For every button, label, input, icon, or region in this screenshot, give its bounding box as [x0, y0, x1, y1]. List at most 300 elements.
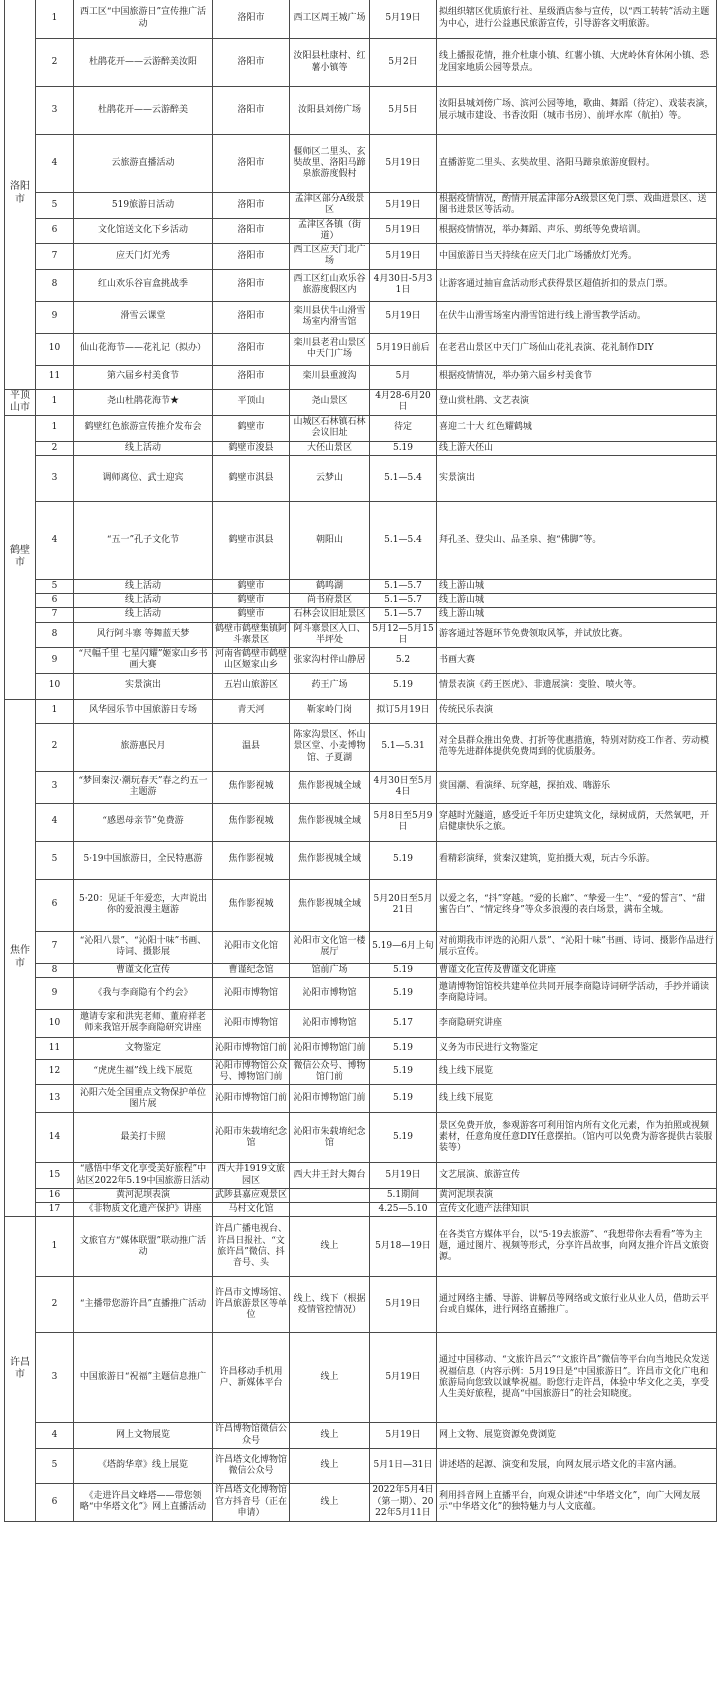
activity-content: 通过网络主播、导游、讲解员等网络或文旅行业从业人员，借助云平台或自媒体，进行网络直播推广。	[437, 1277, 717, 1333]
venue: 馆前广场	[290, 963, 370, 977]
row-number: 4	[36, 1423, 74, 1449]
activity-name: 杜鹃花开——云游醉美汝阳	[74, 39, 213, 87]
activity-name: 5·19中国旅游日，全民特惠游	[74, 841, 213, 879]
table-row	[5, 269, 717, 301]
activity-content: 在伏牛山滑雪场室内滑雪馆进行线上滑雪教学活动。	[437, 301, 717, 333]
venue: 孟津区各镇（街道）	[290, 218, 370, 244]
activity-content: 线上线下展览	[437, 1059, 717, 1085]
organizer: 马村文化馆	[213, 1203, 290, 1217]
organizer: 焦作影视城	[213, 771, 290, 803]
activity-content: 情景表演《药王医虎》、非遗展演：变脸、喷火等。	[437, 673, 717, 699]
activity-content: 讲述塔的起源、演变和发展，向网友展示塔文化的丰富内涵。	[437, 1448, 717, 1483]
activity-date: 5月1日—31日	[370, 1448, 437, 1483]
row-number: 10	[36, 333, 74, 365]
activity-date: 5.19	[370, 977, 437, 1009]
activity-content: 线上游山城	[437, 608, 717, 622]
row-number: 11	[36, 1037, 74, 1059]
activity-name: 实景演出	[74, 673, 213, 699]
row-number: 1	[36, 415, 74, 441]
activity-date: 5.1—5.7	[370, 594, 437, 608]
activity-name: 第六届乡村美食节	[74, 365, 213, 389]
activity-name: “主播带您游许昌”直播推广活动	[74, 1277, 213, 1333]
activity-content: 利用抖音网上直播平台，向观众讲述“中华塔文化”，向广大网友展示“中华塔文化”的独特魅力与人文底蕴。	[437, 1483, 717, 1521]
row-number: 15	[36, 1163, 74, 1189]
organizer: 沁阳市博物馆	[213, 1009, 290, 1037]
activity-date: 5月19日	[370, 0, 437, 39]
organizer: 洛阳市	[213, 301, 290, 333]
organizer: 鹤壁市	[213, 415, 290, 441]
row-number: 2	[36, 723, 74, 771]
table-row	[5, 673, 717, 699]
activity-date: 5.2	[370, 648, 437, 674]
row-number: 8	[36, 963, 74, 977]
activity-date: 拟订5月19日	[370, 699, 437, 723]
table-row	[5, 441, 717, 455]
activity-content: 义务为市民进行文物鉴定	[437, 1037, 717, 1059]
activity-name: 黄河泥坝表演	[74, 1188, 213, 1202]
table-row	[5, 622, 717, 648]
activity-content: 拟组织辖区优质旅行社、星级酒店参与宣传，以“西工转转”活动主题为中心，进行公益惠民旅游宣传，引导游客文明旅游。	[437, 0, 717, 39]
table-row	[5, 1009, 717, 1037]
activity-content: 对前期我市评选的沁阳八景”、“沁阳十味”书画、诗词、摄影作品进行展示宣传。	[437, 931, 717, 963]
activity-content: 登山赏杜鹃、文艺表演	[437, 389, 717, 415]
table-row	[5, 455, 717, 501]
table-row	[5, 1333, 717, 1423]
table-row	[5, 1059, 717, 1085]
activity-date: 5.19—6月上旬	[370, 931, 437, 963]
venue: 焦作影视城全域	[290, 841, 370, 879]
activity-date: 5.19	[370, 441, 437, 455]
venue: 孟津区部分A级景区	[290, 193, 370, 219]
organizer: 沁阳市博物馆公众号、博物馆门前	[213, 1059, 290, 1085]
activity-date: 5.19	[370, 673, 437, 699]
activity-name: 云旅游直播活动	[74, 135, 213, 193]
venue: 线上、线下（根据疫情管控情况）	[290, 1277, 370, 1333]
organizer: 洛阳市	[213, 365, 290, 389]
activity-content: 让游客通过抽盲盒活动形式获得景区超值折扣的景点门票。	[437, 269, 717, 301]
activity-content: 根据疫情情况，酌情开展孟津部分A级景区免门票、戏曲进景区、送图书进景区等活动。	[437, 193, 717, 219]
activity-content: 游客通过答题环节免费领取风筝，并试放比赛。	[437, 622, 717, 648]
venue: 线上	[290, 1333, 370, 1423]
activity-name: 5·20：见证千年爱恋，大声说出你的爱浪漫主题游	[74, 879, 213, 931]
table-row	[5, 1448, 717, 1483]
activity-date: 5.19	[370, 1085, 437, 1113]
table-row	[5, 1277, 717, 1333]
table-row	[5, 501, 717, 579]
table-row	[5, 39, 717, 87]
table-row	[5, 218, 717, 244]
activity-content: 景区免费开放，参观游客可利用馆内所有文化元素，作为拍照或视频素材，任意角度任意DIY任意摆拍。（馆内可以免费为游客提供古装服装等）	[437, 1113, 717, 1163]
venue: 西工区应天门北广场	[290, 244, 370, 270]
row-number: 5	[36, 841, 74, 879]
organizer: 许昌市文博场馆、许昌旅游景区等单位	[213, 1277, 290, 1333]
organizer: 沁阳市博物馆门前	[213, 1037, 290, 1059]
activity-name: 风行阿斗寨 等舞蓝天梦	[74, 622, 213, 648]
activity-date: 5月19日	[370, 218, 437, 244]
activity-content: 对全县群众推出免费、打折等优惠措施，特别对防疫工作者、劳动模范等先进群体提供免费周到的优质服务。	[437, 723, 717, 771]
organizer: 焦作影视城	[213, 879, 290, 931]
activity-date: 5月19日	[370, 1333, 437, 1423]
venue: 陈家沟景区、怀山景区堂、小麦博物馆、子夏湖	[290, 723, 370, 771]
row-number: 10	[36, 1009, 74, 1037]
venue: 尚书府景区	[290, 594, 370, 608]
venue: 沁阳市博物馆门前	[290, 1037, 370, 1059]
table-row	[5, 723, 717, 771]
activity-content: 看精彩演绎，赏秦汉建筑，览拍摄大观，玩古今乐游。	[437, 841, 717, 879]
activity-date: 5月19日	[370, 1163, 437, 1189]
venue	[290, 1203, 370, 1217]
venue: 张家沟村伴山静居	[290, 648, 370, 674]
venue: 靳家岭门岗	[290, 699, 370, 723]
row-number: 8	[36, 622, 74, 648]
activity-date: 5.1—5.31	[370, 723, 437, 771]
activity-content: 根据疫情情况，举办第六届乡村美食节	[437, 365, 717, 389]
table-row	[5, 301, 717, 333]
activity-name: 文化馆送文化下乡活动	[74, 218, 213, 244]
activity-name: 519旅游日活动	[74, 193, 213, 219]
activity-name: 中国旅游日“祝福”主题信息推广	[74, 1333, 213, 1423]
row-number: 1	[36, 0, 74, 39]
activity-date: 5.1—5.7	[370, 579, 437, 593]
activity-content: 线上播报花情，推介杜康小镇、红薯小镇、大虎岭休育休闲小镇、恐龙国家地质公园等景点。	[437, 39, 717, 87]
activity-content: 在各类官方媒体平台，以“5·19去旅游”、“我想带你去看看”等为主题，通过图片、视频等形式，分享许昌故事，向网友推介许昌文旅资源。	[437, 1217, 717, 1277]
row-number: 11	[36, 365, 74, 389]
organizer: 沁阳市文化馆	[213, 931, 290, 963]
activity-content: 在老君山景区中天门广场仙山花礼表演、花礼制作DIY	[437, 333, 717, 365]
row-number: 4	[36, 501, 74, 579]
venue: 大伾山景区	[290, 441, 370, 455]
activity-date: 5月19日	[370, 135, 437, 193]
activity-date: 5.19	[370, 963, 437, 977]
activity-date: 5月19日	[370, 1423, 437, 1449]
activity-date: 5.1—5.4	[370, 455, 437, 501]
organizer: 许昌塔文化博物馆官方抖音号（正在申请）	[213, 1483, 290, 1521]
row-number: 3	[36, 1333, 74, 1423]
table-row	[5, 803, 717, 841]
activity-name: 线上活动	[74, 441, 213, 455]
activity-content: 邀请博物馆馆校共建单位共同开展李商隐诗词研学活动，手抄并诵读李商隐诗词。	[437, 977, 717, 1009]
organizer: 鹤壁市鹤壁集镇阿斗寨景区	[213, 622, 290, 648]
activity-date: 5.1—5.4	[370, 501, 437, 579]
organizer: 沁阳市博物馆	[213, 977, 290, 1009]
activity-content: 书画大赛	[437, 648, 717, 674]
row-number: 1	[36, 1217, 74, 1277]
row-number: 5	[36, 193, 74, 219]
activity-content: 线上游大伾山	[437, 441, 717, 455]
city-cell: 焦作市	[5, 699, 36, 1217]
row-number: 9	[36, 977, 74, 1009]
venue: 线上	[290, 1217, 370, 1277]
activity-date: 5.1—5.7	[370, 608, 437, 622]
row-number: 9	[36, 301, 74, 333]
table-row	[5, 135, 717, 193]
activity-name: “感悟中华文化享受美好旅程”中站区2022年5.19中国旅游日活动	[74, 1163, 213, 1189]
row-number: 6	[36, 1483, 74, 1521]
venue: 山城区石林镇石林会议旧址	[290, 415, 370, 441]
row-number: 6	[36, 218, 74, 244]
activity-name: “沁阳八景”、“沁阳十味”书画、诗词、摄影展	[74, 931, 213, 963]
activity-name: 《非物质文化遗产保护》讲座	[74, 1203, 213, 1217]
activity-name: 旅游惠民月	[74, 723, 213, 771]
organizer: 武陟县嘉应观景区	[213, 1188, 290, 1202]
table-row	[5, 579, 717, 593]
activity-date: 5.1期间	[370, 1188, 437, 1202]
organizer: 鹤壁市	[213, 594, 290, 608]
organizer: 洛阳市	[213, 333, 290, 365]
venue: 汝阳县刘傍广场	[290, 87, 370, 135]
organizer: 许昌移动手机用户、新媒体平台	[213, 1333, 290, 1423]
venue: 沁阳市博物馆	[290, 1009, 370, 1037]
organizer: 许昌博物馆微信公众号	[213, 1423, 290, 1449]
venue: 栾川县重渡沟	[290, 365, 370, 389]
row-number: 14	[36, 1113, 74, 1163]
activity-content: 李商隐研究讲座	[437, 1009, 717, 1037]
activity-content: 传统民乐表演	[437, 699, 717, 723]
activity-date: 5.19	[370, 1037, 437, 1059]
activity-date: 2022年5月4日（第一期）、2022年5月11日	[370, 1483, 437, 1521]
venue: 焦作影视城全域	[290, 771, 370, 803]
venue: 沁阳市朱载堉纪念馆	[290, 1113, 370, 1163]
activity-date: 5月19日	[370, 1277, 437, 1333]
activity-date: 5月19日	[370, 301, 437, 333]
venue: 西工区周王城广场	[290, 0, 370, 39]
table-row	[5, 87, 717, 135]
organizer: 平顶山	[213, 389, 290, 415]
venue: 偃师区二里头、玄奘故里、洛阳马蹄泉旅游度假村	[290, 135, 370, 193]
venue: 沁阳市博物馆	[290, 977, 370, 1009]
organizer: 沁阳市博物馆门前	[213, 1085, 290, 1113]
venue	[290, 1188, 370, 1202]
activity-name: 邀请专家和洪宪老师、董府祥老师来我馆开展李商隐研究讲座	[74, 1009, 213, 1037]
activity-name: 红山欢乐谷盲盒挑战季	[74, 269, 213, 301]
row-number: 7	[36, 608, 74, 622]
activity-content: 中国旅游日当天持续在应天门北广场播放灯光秀。	[437, 244, 717, 270]
activity-date: 待定	[370, 415, 437, 441]
organizer: 青天河	[213, 699, 290, 723]
venue: 栾川县伏牛山滑雪场室内滑雪馆	[290, 301, 370, 333]
activity-content: 汝阳县城刘傍广场、滨河公园等地，歌曲、舞蹈（待定）、戏装表演，展示城市建设、书香汝阳（城市书房）、前坪水库（航拍）等。	[437, 87, 717, 135]
activity-name: 文旅官方“媒体联盟”联动推广活动	[74, 1217, 213, 1277]
activity-name: “虎虎生福”线上线下展览	[74, 1059, 213, 1085]
venue: 线上	[290, 1483, 370, 1521]
row-number: 4	[36, 135, 74, 193]
table-row	[5, 699, 717, 723]
city-cell: 洛阳市	[5, 0, 36, 389]
activity-name: 曹谨文化宣传	[74, 963, 213, 977]
activity-content: 线上游山城	[437, 579, 717, 593]
table-row	[5, 333, 717, 365]
activity-content: 根据疫情情况，举办舞蹈、声乐、剪纸等免费培训。	[437, 218, 717, 244]
organizer: 曹谨纪念馆	[213, 963, 290, 977]
activity-date: 5.19	[370, 1059, 437, 1085]
table-row	[5, 415, 717, 441]
activity-date: 5月20日至5月21日	[370, 879, 437, 931]
table-row	[5, 1217, 717, 1277]
activity-name: 网上文物展览	[74, 1423, 213, 1449]
row-number: 7	[36, 931, 74, 963]
activity-name: “梦回秦汉·潮玩春天”春之约五一主题游	[74, 771, 213, 803]
activity-date: 5月	[370, 365, 437, 389]
organizer: 焦作影视城	[213, 803, 290, 841]
activity-content: 直播游览二里头、玄奘故里、洛阳马蹄泉旅游度假村。	[437, 135, 717, 193]
activity-name: 西工区“中国旅游日”宣传推广活动	[74, 0, 213, 39]
row-number: 3	[36, 771, 74, 803]
venue: 汝阳县杜康村、红薯小镇等	[290, 39, 370, 87]
row-number: 10	[36, 673, 74, 699]
organizer: 洛阳市	[213, 0, 290, 39]
organizer: 洛阳市	[213, 87, 290, 135]
organizer: 洛阳市	[213, 135, 290, 193]
venue: 线上	[290, 1423, 370, 1449]
activity-date: 5月5日	[370, 87, 437, 135]
table-row	[5, 1085, 717, 1113]
activity-name: 尧山杜鹃花海节★	[74, 389, 213, 415]
activity-content: 黄河泥坝表演	[437, 1188, 717, 1202]
row-number: 2	[36, 1277, 74, 1333]
activity-name: 杜鹃花开——云游醉美	[74, 87, 213, 135]
organizer: 洛阳市	[213, 39, 290, 87]
row-number: 16	[36, 1188, 74, 1202]
table-row	[5, 0, 717, 39]
venue: 沁阳市文化馆一楼展厅	[290, 931, 370, 963]
organizer: 沁阳市朱载堉纪念馆	[213, 1113, 290, 1163]
activity-name: 调师离位、武士迎宾	[74, 455, 213, 501]
activity-name: 《我与李商隐有个约会》	[74, 977, 213, 1009]
venue: 焦作影视城全域	[290, 879, 370, 931]
table-row	[5, 771, 717, 803]
row-number: 7	[36, 244, 74, 270]
table-row	[5, 977, 717, 1009]
activity-content: 网上文物、展览资源免费浏览	[437, 1423, 717, 1449]
venue: 尧山景区	[290, 389, 370, 415]
activity-date: 4月30日-5月31日	[370, 269, 437, 301]
activity-name: 线上活动	[74, 594, 213, 608]
activity-name: 最美打卡照	[74, 1113, 213, 1163]
city-cell: 鹤壁市	[5, 415, 36, 699]
row-number: 12	[36, 1059, 74, 1085]
activity-schedule-table	[4, 0, 717, 1522]
activity-date: 5月18—19日	[370, 1217, 437, 1277]
activity-content: 宣传文化遗产法律知识	[437, 1203, 717, 1217]
venue: 线上	[290, 1448, 370, 1483]
table-row	[5, 608, 717, 622]
activity-date: 4月30日至5月4日	[370, 771, 437, 803]
activity-content: 线上线下展览	[437, 1085, 717, 1113]
row-number: 13	[36, 1085, 74, 1113]
activity-date: 5.19	[370, 1113, 437, 1163]
table-row	[5, 1113, 717, 1163]
activity-name: 文物鉴定	[74, 1037, 213, 1059]
organizer: 鹤壁市浚县	[213, 441, 290, 455]
table-row	[5, 963, 717, 977]
organizer: 鹤壁市	[213, 608, 290, 622]
row-number: 8	[36, 269, 74, 301]
activity-date: 4月28-6月20日	[370, 389, 437, 415]
organizer: 五岩山旅游区	[213, 673, 290, 699]
venue: 焦作影视城全域	[290, 803, 370, 841]
organizer: 许昌广播电视台、许昌日报社、“文旅许昌”微信、抖音号、头	[213, 1217, 290, 1277]
organizer: 洛阳市	[213, 193, 290, 219]
table-row	[5, 389, 717, 415]
table-row	[5, 1423, 717, 1449]
table-row	[5, 1203, 717, 1217]
city-cell: 平顶山市	[5, 389, 36, 415]
activity-name: “感恩母亲节”免费游	[74, 803, 213, 841]
row-number: 6	[36, 594, 74, 608]
activity-name: “尺幅千里 七星闪耀”姬家山乡书画大赛	[74, 648, 213, 674]
organizer: 河南省鹤壁市鹤壁山区姬家山乡	[213, 648, 290, 674]
table-row	[5, 594, 717, 608]
activity-content: 以爱之名，“抖”穿越。“爱的长廊”、“挚爱一生”、“爱的誓言”、“甜蜜告白”、“情定终身”等众多浪漫的表白场景，满布全城。	[437, 879, 717, 931]
row-number: 1	[36, 699, 74, 723]
venue: 沁阳市博物馆门前	[290, 1085, 370, 1113]
activity-content: 通过中国移动、“文旅许昌云”“文旅许昌”微信等平台向当地民众发送祝福信息（内容示例：5月19日是“中国旅游日”。许昌市文化广电和旅游局向您致以诚挚祝福。盼您行走许昌，体验中华文化之美，享受人生美好旅程，提高“中国旅游日”的社会知晓度。	[437, 1333, 717, 1423]
row-number: 4	[36, 803, 74, 841]
activity-name: “五一”孔子文化节	[74, 501, 213, 579]
table-row	[5, 365, 717, 389]
activity-date: 5月19日	[370, 244, 437, 270]
row-number: 3	[36, 87, 74, 135]
row-number: 17	[36, 1203, 74, 1217]
row-number: 9	[36, 648, 74, 674]
venue: 朝阳山	[290, 501, 370, 579]
activity-name: 沁阳六处全国重点文物保护单位图片展	[74, 1085, 213, 1113]
activity-date: 5月12—5月15日	[370, 622, 437, 648]
venue: 微信公众号、博物馆门前	[290, 1059, 370, 1085]
organizer: 洛阳市	[213, 269, 290, 301]
organizer: 温县	[213, 723, 290, 771]
organizer: 鹤壁市	[213, 579, 290, 593]
activity-date: 5月8日至5月9日	[370, 803, 437, 841]
activity-date: 5月19日	[370, 193, 437, 219]
venue: 石林会议旧址景区	[290, 608, 370, 622]
table-row	[5, 1483, 717, 1521]
venue: 云梦山	[290, 455, 370, 501]
table-row	[5, 1188, 717, 1202]
activity-name: 《塔韵华章》线上展览	[74, 1448, 213, 1483]
city-cell: 许昌市	[5, 1217, 36, 1522]
organizer: 洛阳市	[213, 244, 290, 270]
venue: 西大井王封大舞台	[290, 1163, 370, 1189]
activity-content: 喜迎二十大 红色耀鹤城	[437, 415, 717, 441]
activity-content: 文艺展演、旅游宣传	[437, 1163, 717, 1189]
table-row	[5, 244, 717, 270]
activity-name: 应天门灯光秀	[74, 244, 213, 270]
activity-content: 拜孔圣、登尖山、品圣泉、抱“佛脚”等。	[437, 501, 717, 579]
venue: 鹤鸣湖	[290, 579, 370, 593]
table-row	[5, 1163, 717, 1189]
activity-date: 5.19	[370, 841, 437, 879]
table-row	[5, 931, 717, 963]
activity-date: 5月19日前后	[370, 333, 437, 365]
activity-date: 5.17	[370, 1009, 437, 1037]
activity-date: 5月2日	[370, 39, 437, 87]
activity-name: 风华园乐节中国旅游日专场	[74, 699, 213, 723]
activity-content: 线上游山城	[437, 594, 717, 608]
table-row	[5, 841, 717, 879]
row-number: 6	[36, 879, 74, 931]
organizer: 西大井1919文旅园区	[213, 1163, 290, 1189]
activity-name: 滑雪云课堂	[74, 301, 213, 333]
activity-name: 线上活动	[74, 579, 213, 593]
organizer: 焦作影视城	[213, 841, 290, 879]
table-row	[5, 1037, 717, 1059]
activity-date: 4.25—5.10	[370, 1203, 437, 1217]
organizer: 洛阳市	[213, 218, 290, 244]
venue: 阿斗寨景区入口、半坪处	[290, 622, 370, 648]
row-number: 5	[36, 1448, 74, 1483]
activity-name: 线上活动	[74, 608, 213, 622]
